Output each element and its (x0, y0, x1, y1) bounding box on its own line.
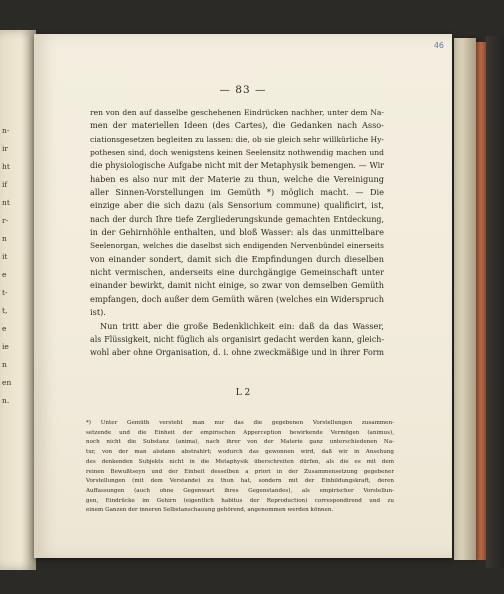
text-line: von einander sondert, damit sich die Empfindungen durch dieselben (90, 253, 384, 264)
text-line: einzige aber die sich dazu (als Sensorium commune) qualificirt, ist, (90, 200, 384, 211)
text-line: ciationsgesetzen begleiten zu lassen: die, ob sie gleich sehr willkürliche Hy- (90, 134, 384, 144)
left-fragment: n (2, 234, 7, 243)
page-stack-edge (454, 38, 476, 560)
footnote-line: einem Ganzen der inneren Selbstanschauung gehörend, angenommen werden können. (86, 507, 334, 514)
text-line: in der Gehirnhöhle enthalten, und bloß Wasser: als das unmittelbare (90, 227, 384, 238)
text-line: Seelenorgan, welches die daselbst sich endigenden Nervenbündel einerseits (90, 241, 384, 251)
footnote-line: gen, Eindrücke im Gehirn (eigentlich habitus der Reproduction) correspondirend und zu (86, 497, 394, 504)
footnote-line: Auffassungen (auch ohne Gegenwart ihres Gegenstandes), als empirischer Vorstellun- (86, 487, 394, 494)
text-line: pothesen sind, doch wenigstens keinen Seelensitz nothwendig machen und (90, 148, 384, 158)
left-page-text-fragments (2, 122, 16, 410)
text-line: nicht vermischen, anderseits eine durchgängige Gemeinschaft unter (90, 267, 384, 278)
text-line: ist). (90, 307, 106, 318)
text-line: men der materiellen Ideen (des Cartes), die Gedanken nach Asso- (90, 120, 384, 131)
left-fragment: en (2, 378, 12, 387)
text-line: einander bewirkt, damit nicht einige, so zwar von demselben Gemüth (90, 280, 384, 291)
text-line: ren von den auf dasselbe geschehenen Eindrücken nachher, unter dem Na- (90, 108, 384, 117)
text-line: empfangen, doch außer dem Gemüth wären (welches ein Widerspruch (90, 293, 384, 304)
text-line: nach der durch Ihre tiefe Zergliederungskunde gemachten Entdeckung, (90, 214, 384, 224)
left-fragment: nt (2, 198, 10, 207)
left-fragment: it (2, 252, 8, 261)
left-fragment: n- (2, 126, 10, 135)
footnote-line: *) Unter Gemüth versteht man nur das die gegebenen Vorstellungen zusammen- (86, 420, 394, 426)
text-line: Nun tritt aber die große Bedenklichkeit ein: daß da das Wasser, (100, 320, 384, 331)
margin-note: 46 (433, 41, 444, 50)
printer-signature: L 2 (235, 388, 251, 398)
footnote (86, 419, 394, 516)
page-number: — 83 — (219, 84, 267, 96)
footnote-line: des denkenden Subjekts nicht in die Metaphysik überschreiten dürfen, als die es mit dem (86, 458, 394, 465)
footnote-line: Vorstellungen (mit dem Verstande) zu thun hat, sondern mit der Einbildungskraft, deren (86, 478, 394, 485)
left-fragment: ir (2, 144, 8, 153)
left-fragment: e (2, 270, 7, 279)
book-cover-edge (486, 36, 504, 568)
body-text (90, 106, 384, 360)
text-line: haben es also nur mit der Materie zu thun, welche die Vereinigung (90, 173, 384, 184)
footnote-line: tur, von der man alsdann abstrahirt; wodurch das gewonnen wird, daß wir in Ansehung (86, 449, 394, 456)
footnote-line: reinen Bewußtseyn und der Einheit desselben a priori in der Zusammensetzung gegebener (86, 468, 394, 475)
red-page-edge (476, 42, 486, 560)
left-facing-page (0, 30, 36, 570)
footnote-line: setzende und die Einheit der empirischen Apperception bewirkende Vermögen (animus), (86, 429, 394, 436)
left-fragment: t, (2, 306, 8, 315)
text-line: die physiologische Aufgabe nicht mit der Metaphysik bemengen. — Wir (90, 161, 384, 171)
footnote-line: noch nicht die Substanz (anima), nach ihrer von der Materie ganz unterschiedenen Na- (86, 439, 394, 446)
book-page (34, 34, 452, 558)
left-fragment: n (2, 360, 7, 369)
left-fragment: t- (2, 288, 8, 297)
left-fragment: e (2, 324, 7, 333)
text-line: aller Sinnen-Vorstellungen im Gemüth *) möglich macht. — Die (90, 187, 384, 198)
left-fragment: ht (2, 162, 10, 171)
text-line: als Flüssigkeit, nicht füglich als organisirt gedacht werden kann, gleich- (90, 334, 384, 344)
left-fragment: n. (2, 396, 10, 405)
left-fragment: ie (2, 342, 9, 351)
left-fragment: r- (2, 216, 9, 225)
left-fragment: if (2, 180, 8, 189)
text-line: wohl aber ohne Organisation, d. i. ohne zweckmäßige und in ihrer Form (90, 348, 384, 358)
